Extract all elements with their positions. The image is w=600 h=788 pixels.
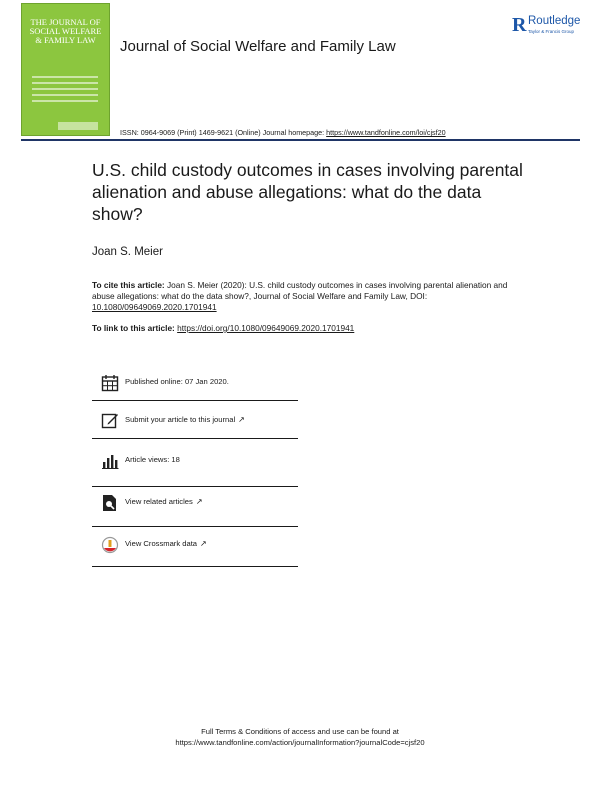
journal-title: Journal of Social Welfare and Family Law	[120, 38, 396, 55]
row-divider	[92, 400, 298, 401]
issn-line	[120, 128, 446, 137]
external-link-icon: ↗	[200, 539, 207, 548]
cite-label: To cite this article:	[92, 280, 165, 290]
document-search-icon	[101, 494, 119, 512]
published-online-label: Published online: 07 Jan 2020.	[125, 377, 229, 386]
external-link-icon: ↗	[195, 497, 203, 506]
brand-name: Routledge	[528, 15, 581, 27]
issn-text: ISSN: 0964-9069 (Print) 1469-9621 (Online) Journal homepage:	[120, 128, 327, 137]
cite-text: Joan S. Meier (2020): U.S. child custody outcomes in cases involving parental alienation and abuse allegations: what do the data show?, Journal of Social Welfare and Family Law, DOI:	[92, 280, 508, 301]
published-online-row	[92, 367, 298, 399]
footer	[0, 726, 600, 748]
cover-publisher-mark	[58, 122, 98, 130]
routledge-logo	[512, 15, 596, 41]
article-views-label: Article views: 18	[125, 455, 180, 464]
crossmark-label: View Crossmark data ↗	[125, 539, 207, 548]
row-divider	[92, 566, 298, 567]
article-url-link[interactable]: https://doi.org/10.1080/09649069.2020.1701941	[177, 323, 355, 333]
article-title: U.S. child custody outcomes in cases involving parental alienation and abuse allegations: what do the data show?	[92, 160, 523, 224]
cover-decoration	[32, 76, 98, 106]
cover-title: THE JOURNAL OF SOCIAL WELFARE & FAMILY LAW	[29, 17, 102, 45]
link-label: To link to this article:	[92, 323, 178, 333]
article-views-row	[92, 445, 298, 477]
related-articles-label: View related articles ↗	[125, 497, 203, 506]
doi-link[interactable]: 10.1080/09649069.2020.1701941	[92, 302, 217, 312]
submit-article-row[interactable]	[92, 405, 298, 437]
journal-homepage-link[interactable]: https://www.tandfonline.com/loi/cjsf20	[326, 128, 446, 137]
crossmark-row[interactable]	[92, 529, 298, 561]
article-link	[92, 323, 354, 333]
submit-article-label: Submit your article to this journal ↗	[125, 415, 245, 424]
footer-terms: Full Terms & Conditions of access and use can be found at	[201, 727, 399, 736]
bar-chart-icon	[101, 452, 119, 470]
routledge-r-icon: R	[512, 14, 527, 36]
header-rule	[21, 139, 580, 141]
citation	[92, 280, 522, 313]
related-articles-row[interactable]	[92, 487, 298, 519]
footer-url[interactable]: https://www.tandfonline.com/action/journalInformation?journalCode=cjsf20	[175, 738, 425, 747]
brand-tagline: Taylor & Francis Group	[528, 29, 575, 34]
journal-cover	[21, 3, 110, 136]
calendar-icon	[101, 374, 119, 392]
row-divider	[92, 526, 298, 527]
external-link-icon: ↗	[238, 415, 245, 424]
edit-icon	[101, 412, 119, 430]
crossmark-icon	[101, 536, 119, 554]
author-name: Joan S. Meier	[92, 246, 163, 258]
row-divider	[92, 438, 298, 439]
